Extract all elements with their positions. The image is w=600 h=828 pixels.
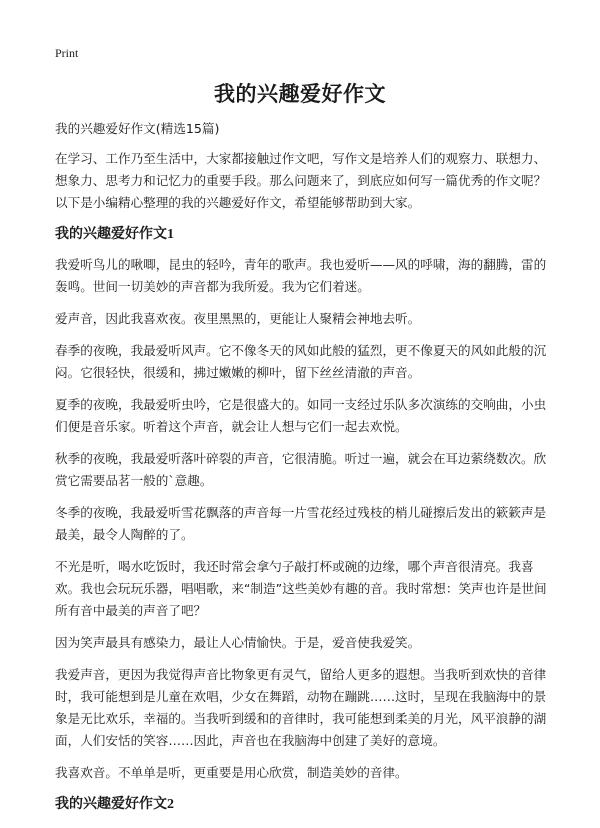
paragraph: 我爱声音，更因为我觉得声音比物象更有灵气，留给人更多的遐想。当我听到欢快的音律时，我可能想到是儿童在欢唱，少女在舞蹈，动物在蹦跳……这时，呈现在我脑海中的景象是无比欢乐，幸福的。当我听到缓和的音律时，我可能想到柔美的月光，风平浪静的湖面，人们安恬的笑容……因此，声音也在我脑海中创建了美好的意境。 [55,667,547,748]
paragraph: 爱声音，因此我喜欢夜。夜里黑黑的，更能让人聚精会神地去听。 [55,311,421,326]
article-body [55,118,551,824]
section-heading: 我的兴趣爱好作文1 [55,227,174,242]
article-subtitle: 我的兴趣爱好作文(精选15篇) [55,121,220,136]
paragraph: 春季的夜晚，我最爱听风声。它不像冬天的风如此般的猛烈，更不像夏天的风如此般的沉闷。它很轻快，很缓和，拂过嫩嫩的柳叶，留下丝丝清澈的声音。 [55,343,547,380]
page-title: 我的兴趣爱好作文 [214,82,386,106]
section-heading: 我的兴趣爱好作文2 [55,797,174,812]
print-link[interactable]: Print [55,46,79,60]
intro-paragraph: 在学习、工作乃至生活中，大家都接触过作文吧，写作文是培养人们的观察力、联想力、想象力、思考力和记忆力的重要手段。那么问题来了，到底应如何写一篇优秀的作文呢？以下是小编精心整理的我的兴趣爱好作文，希望能够帮助到大家。 [55,151,547,210]
paragraph: 不光是听，喝水吃饭时，我还时常会拿勺子敲打杯或碗的边缘，哪个声音很清亮。我喜欢。我也会玩玩乐器，唱唱歌，来“制造”这些美妙有趣的音。我时常想：笑声也许是世间所有音中最美的声音了吧？ [55,559,547,618]
paragraph: 因为笑声最具有感染力，最让人心情愉快。于是，爱音使我爱笑。 [55,635,421,650]
paragraph: 冬季的夜晚，我最爱听雪花飘落的声音每一片雪花经过残枝的梢儿碰擦后发出的簌簌声是最美，最令人陶醉的了。 [55,505,547,542]
paragraph: 我喜欢音。不单单是听，更重要是用心欣赏，制造美妙的音律。 [55,765,408,780]
paragraph: 秋季的夜晚，我最爱听落叶碎裂的声音，它很清脆。听过一遍，就会在耳边萦绕数次。欣赏它需要品茗一般的`意趣。 [55,451,547,488]
paragraph: 我爱听鸟儿的啾唧，昆虫的轻吟，青年的歌声。我也爱听——风的呼啸，海的翻腾，雷的轰鸣。世间一切美妙的声音都为我所爱。我为它们着迷。 [55,257,547,294]
paragraph: 夏季的夜晚，我最爱听虫吟，它是很盛大的。如同一支经过乐队多次演练的交响曲，小虫们便是音乐家。听着这个声音，就会让人想与它们一起去欢悦。 [55,397,547,434]
